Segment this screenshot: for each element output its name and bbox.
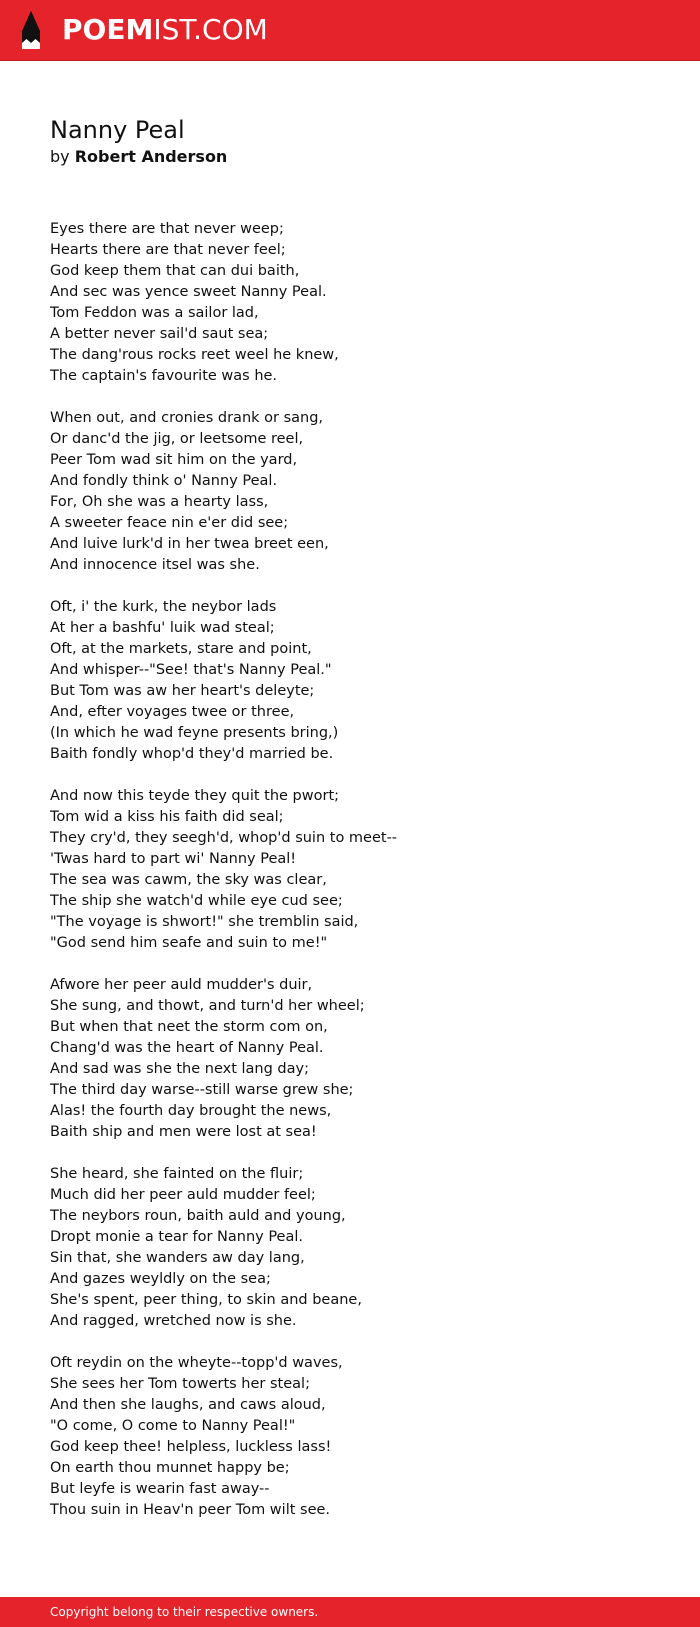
poem-line: Oft, i' the kurk, the neybor lads: [50, 599, 277, 615]
logo-text-light: IST.COM: [153, 13, 268, 46]
site-logo-text: [62, 9, 268, 51]
poem-author: Robert Anderson: [74, 147, 228, 166]
poem-title: Nanny Peal: [50, 116, 185, 144]
poem-line: Oft, at the markets, stare and point,: [50, 641, 312, 657]
poem-line: She sung, and thowt, and turn'd her wheel;: [50, 998, 365, 1014]
poem-body: [50, 219, 650, 1542]
poem-line: Hearts there are that never feel;: [50, 242, 286, 258]
poem-line: She heard, she fainted on the fluir;: [50, 1166, 304, 1182]
poem-header: [50, 114, 650, 168]
poem-line: When out, and cronies drank or sang,: [50, 410, 324, 426]
poem-line: And sad was she the next lang day;: [50, 1061, 309, 1077]
poem-line: Tom wid a kiss his faith did seal;: [50, 809, 284, 825]
poem-line: And innocence itsel was she.: [50, 557, 260, 573]
poem-line: The sea was cawm, the sky was clear,: [50, 872, 327, 888]
poem-byline: [50, 146, 650, 168]
poem-line: She's spent, peer thing, to skin and beane,: [50, 1292, 362, 1308]
site-logo-link[interactable]: [18, 9, 268, 51]
poem-line: And gazes weyldly on the sea;: [50, 1271, 271, 1287]
by-label: by: [50, 147, 70, 166]
poem-line: Peer Tom wad sit him on the yard,: [50, 452, 298, 468]
poem-line: And whisper--"See! that's Nanny Peal.": [50, 662, 332, 678]
poem-line: But leyfe is wearin fast away--: [50, 1481, 270, 1497]
poem-stanza: [50, 219, 650, 387]
poem-line: And then she laughs, and caws aloud,: [50, 1397, 326, 1413]
poem-stanza: [50, 408, 650, 576]
poem-line: "O come, O come to Nanny Peal!": [50, 1418, 296, 1434]
poem-line: On earth thou munnet happy be;: [50, 1460, 290, 1476]
poem-line: Eyes there are that never weep;: [50, 221, 284, 237]
poem-line: A better never sail'd saut sea;: [50, 326, 269, 342]
poem-line: And sec was yence sweet Nanny Peal.: [50, 284, 327, 300]
poem-line: And luive lurk'd in her twea breet een,: [50, 536, 329, 552]
poem-line: But Tom was aw her heart's deleyte;: [50, 683, 315, 699]
poem-line: Dropt monie a tear for Nanny Peal.: [50, 1229, 303, 1245]
poem-line: Or danc'd the jig, or leetsome reel,: [50, 431, 304, 447]
poem-stanza: [50, 786, 650, 954]
site-header: [0, 0, 700, 61]
poem-line: Baith ship and men were lost at sea!: [50, 1124, 317, 1140]
poem-line: "God send him seafe and suin to me!": [50, 935, 328, 951]
logo-text-bold: POEM: [62, 13, 154, 46]
poem-stanza: [50, 1353, 650, 1521]
poem-line: And fondly think o' Nanny Peal.: [50, 473, 278, 489]
poem-line: Sin that, she wanders aw day lang,: [50, 1250, 305, 1266]
footer-copyright: Copyright belong to their respective owners.: [50, 1605, 319, 1619]
poem-line: At her a bashfu' luik wad steal;: [50, 620, 275, 636]
poem-stanza: [50, 597, 650, 765]
poem-line: Afwore her peer auld mudder's duir,: [50, 977, 313, 993]
poem-line: Oft reydin on the wheyte--topp'd waves,: [50, 1355, 343, 1371]
poem-line: God keep them that can dui baith,: [50, 263, 300, 279]
poem-line: 'Twas hard to part wi' Nanny Peal!: [50, 851, 297, 867]
poem-line: The captain's favourite was he.: [50, 368, 278, 384]
poem-line: (In which he wad feyne presents bring,): [50, 725, 339, 741]
poem-line: But when that neet the storm com on,: [50, 1019, 328, 1035]
poem-line: The third day warse--still warse grew she;: [50, 1082, 354, 1098]
poem-line: God keep thee! helpless, luckless lass!: [50, 1439, 332, 1455]
poem-line: Much did her peer auld mudder feel;: [50, 1187, 316, 1203]
poem-stanza: [50, 1164, 650, 1332]
poem-line: Alas! the fourth day brought the news,: [50, 1103, 332, 1119]
poem-stanza: [50, 975, 650, 1143]
pencil-icon: [18, 9, 44, 51]
poem-line: And now this teyde they quit the pwort;: [50, 788, 340, 804]
poem-line: Thou suin in Heav'n peer Tom wilt see.: [50, 1502, 331, 1518]
poem-line: Tom Feddon was a sailor lad,: [50, 305, 259, 321]
poem-line: And ragged, wretched now is she.: [50, 1313, 297, 1329]
poem-line: For, Oh she was a hearty lass,: [50, 494, 269, 510]
site-footer: [0, 1597, 700, 1627]
poem-line: Baith fondly whop'd they'd married be.: [50, 746, 334, 762]
poem-line: She sees her Tom towerts her steal;: [50, 1376, 310, 1392]
poem-line: And, efter voyages twee or three,: [50, 704, 295, 720]
poem-line: The neybors roun, baith auld and young,: [50, 1208, 346, 1224]
poem-line: The ship she watch'd while eye cud see;: [50, 893, 343, 909]
poem-line: The dang'rous rocks reet weel he knew,: [50, 347, 339, 363]
poem-line: "The voyage is shwort!" she tremblin said,: [50, 914, 359, 930]
poem-line: A sweeter feace nin e'er did see;: [50, 515, 289, 531]
poem-line: Chang'd was the heart of Nanny Peal.: [50, 1040, 324, 1056]
poem-line: They cry'd, they seegh'd, whop'd suin to meet--: [50, 830, 398, 846]
